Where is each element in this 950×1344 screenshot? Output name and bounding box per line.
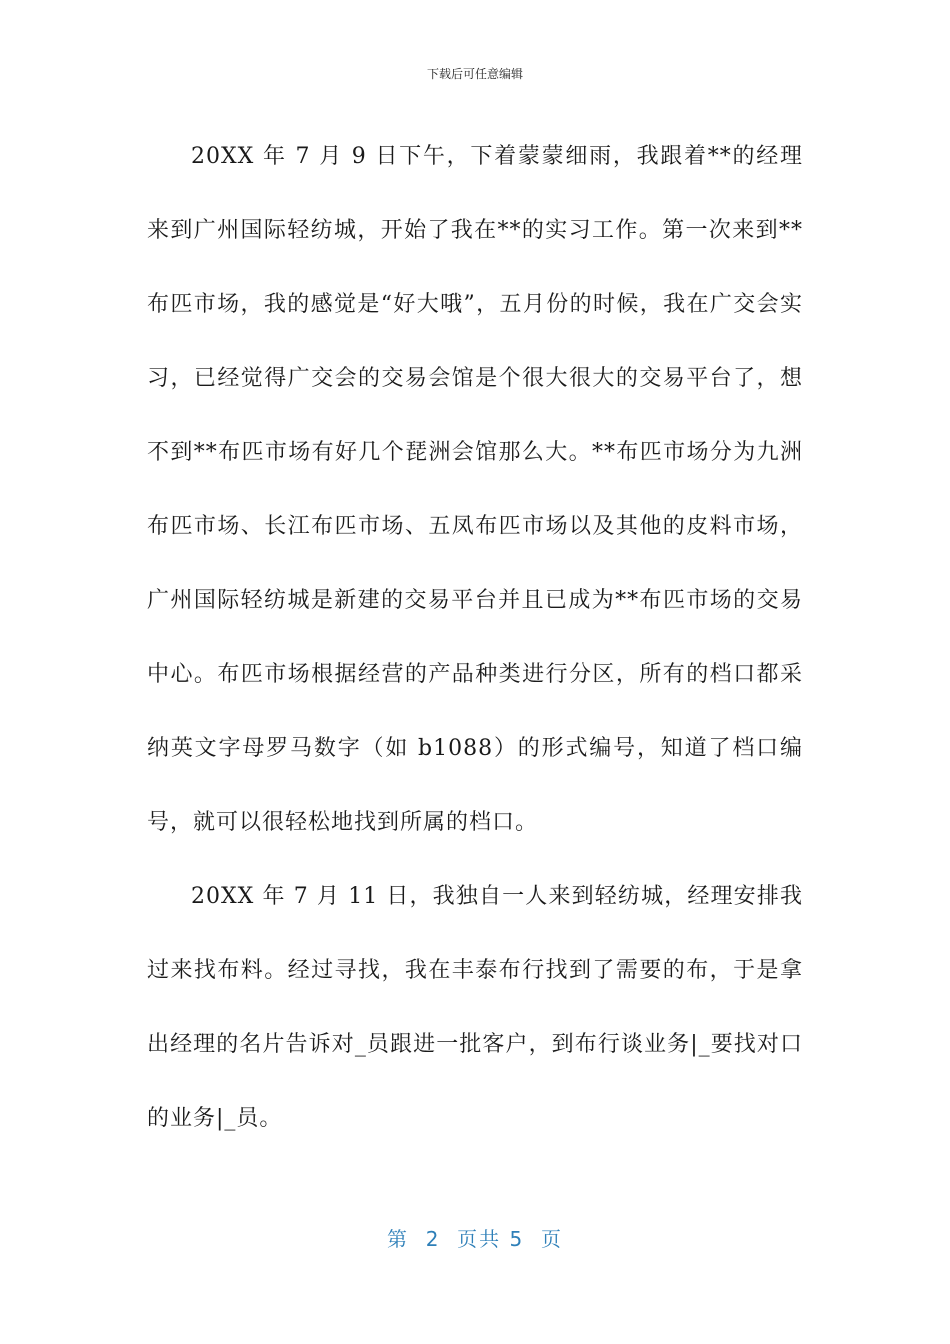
- document-body: [147, 120, 803, 1156]
- page-header: 下载后可任意编辑: [426, 67, 523, 81]
- paragraph-1: 20XX 年 7 月 9 日下午，下着蒙蒙细雨，我跟着**的经理来到广州国际轻纺城，开始了我在**的实习工作。第一次来到**布匹市场，我的感觉是“好大哦”，五月份的时候，我在广交会实习，已经觉得广交会的交易会馆是个很大很大的交易平台了，想不到**布匹市场有好几个琵洲会馆那么大。**布匹市场分为九洲布匹市场、长江布匹市场、五凤布匹市场以及其他的皮料市场，广州国际轻纺城是新建的交易平台并且已成为**布匹市场的交易中心。布匹市场根据经营的产品种类进行分区，所有的档口都采纳英文字母罗马数字（如 b1088）的形式编号，知道了档口编号，就可以很轻松地找到所属的档口。: [147, 144, 803, 835]
- page-number-footer: 第 2 页共 5 页: [387, 1227, 563, 1251]
- paragraph-2: 20XX 年 7 月 11 日，我独自一人来到轻纺城，经理安排我过来找布料。经过寻找，我在丰泰布行找到了需要的布，于是拿出经理的名片告诉对_员跟进一批客户，到布行谈业务|_要找对口的业务|_员。: [147, 884, 803, 1131]
